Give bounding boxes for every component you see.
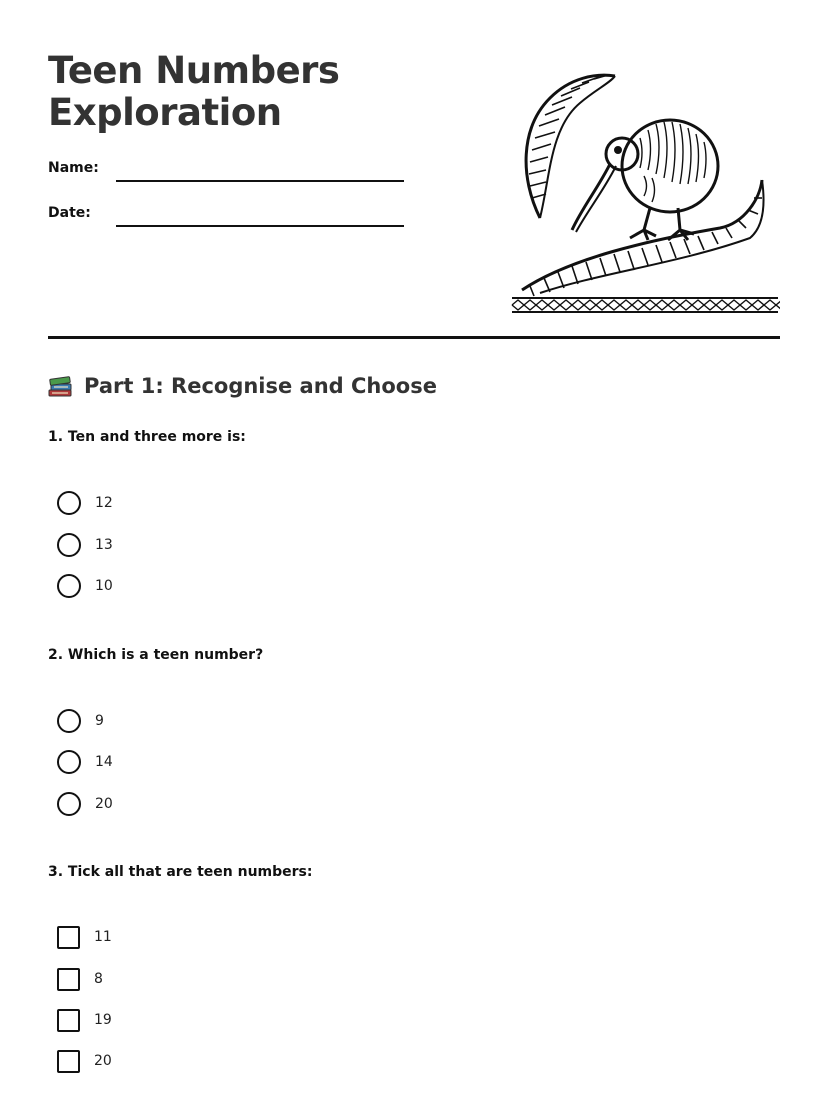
q3-option-8[interactable]: [57, 967, 103, 991]
q3-option-19[interactable]: [57, 1008, 112, 1032]
option-label: 9: [95, 713, 104, 729]
name-label: Name:: [48, 160, 99, 176]
option-label: 12: [95, 495, 113, 511]
books-icon: [48, 374, 74, 398]
option-label: 13: [95, 537, 113, 553]
checkbox[interactable]: [57, 1050, 80, 1073]
radio-button[interactable]: [57, 491, 81, 515]
part1-heading: [48, 374, 437, 398]
question-2: 2. Which is a teen number?: [48, 647, 264, 663]
radio-button[interactable]: [57, 533, 81, 557]
date-field[interactable]: [116, 225, 404, 227]
option-label: 20: [94, 1053, 112, 1069]
q2-option-20[interactable]: [57, 792, 113, 816]
option-label: 14: [95, 754, 113, 770]
q3-option-11[interactable]: [57, 925, 112, 949]
option-label: 20: [95, 796, 113, 812]
radio-button[interactable]: [57, 792, 81, 816]
date-label: Date:: [48, 205, 91, 221]
option-label: 8: [94, 971, 103, 987]
option-label: 19: [94, 1012, 112, 1028]
radio-button[interactable]: [57, 750, 81, 774]
question-1: 1. Ten and three more is:: [48, 429, 246, 445]
part1-heading-text: Part 1: Recognise and Choose: [84, 374, 437, 398]
q2-option-9[interactable]: [57, 709, 104, 733]
q2-option-14[interactable]: [57, 750, 113, 774]
checkbox[interactable]: [57, 926, 80, 949]
q1-option-12[interactable]: [57, 491, 113, 515]
kiwi-bird-fern-illustration: [510, 68, 780, 316]
q3-option-20[interactable]: [57, 1049, 112, 1073]
radio-button[interactable]: [57, 574, 81, 598]
page-title: Teen Numbers Exploration: [48, 49, 340, 134]
question-3: 3. Tick all that are teen numbers:: [48, 864, 313, 880]
header-divider: [48, 336, 780, 339]
option-label: 11: [94, 929, 112, 945]
option-label: 10: [95, 578, 113, 594]
radio-button[interactable]: [57, 709, 81, 733]
name-field[interactable]: [116, 180, 404, 182]
checkbox[interactable]: [57, 968, 80, 991]
q1-option-13[interactable]: [57, 533, 113, 557]
q1-option-10[interactable]: [57, 574, 113, 598]
checkbox[interactable]: [57, 1009, 80, 1032]
